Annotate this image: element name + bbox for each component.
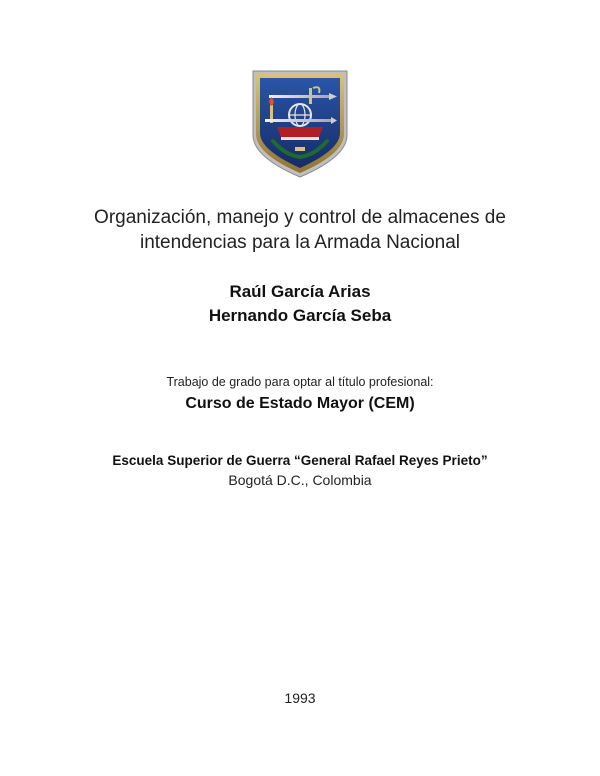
degree-name: Curso de Estado Mayor (CEM) — [185, 395, 415, 412]
institution-crest-icon — [251, 69, 349, 179]
document-title — [0, 205, 600, 255]
publication-year: 1993 — [284, 690, 316, 706]
author-list — [0, 280, 600, 328]
degree-intro-text: Trabajo de grado para optar al título profesional: — [166, 375, 434, 389]
institution-name: Escuela Superior de Guerra “General Rafael Reyes Prieto” — [112, 453, 488, 468]
author-name: Raúl García Arias — [229, 282, 371, 301]
institution-location: Bogotá D.C., Colombia — [228, 472, 372, 488]
title-line-1: Organización, manejo y control de almacenes de — [94, 207, 506, 228]
author-name: Hernando García Seba — [208, 306, 392, 325]
title-line-2: intendencias para la Armada Nacional — [139, 232, 461, 253]
